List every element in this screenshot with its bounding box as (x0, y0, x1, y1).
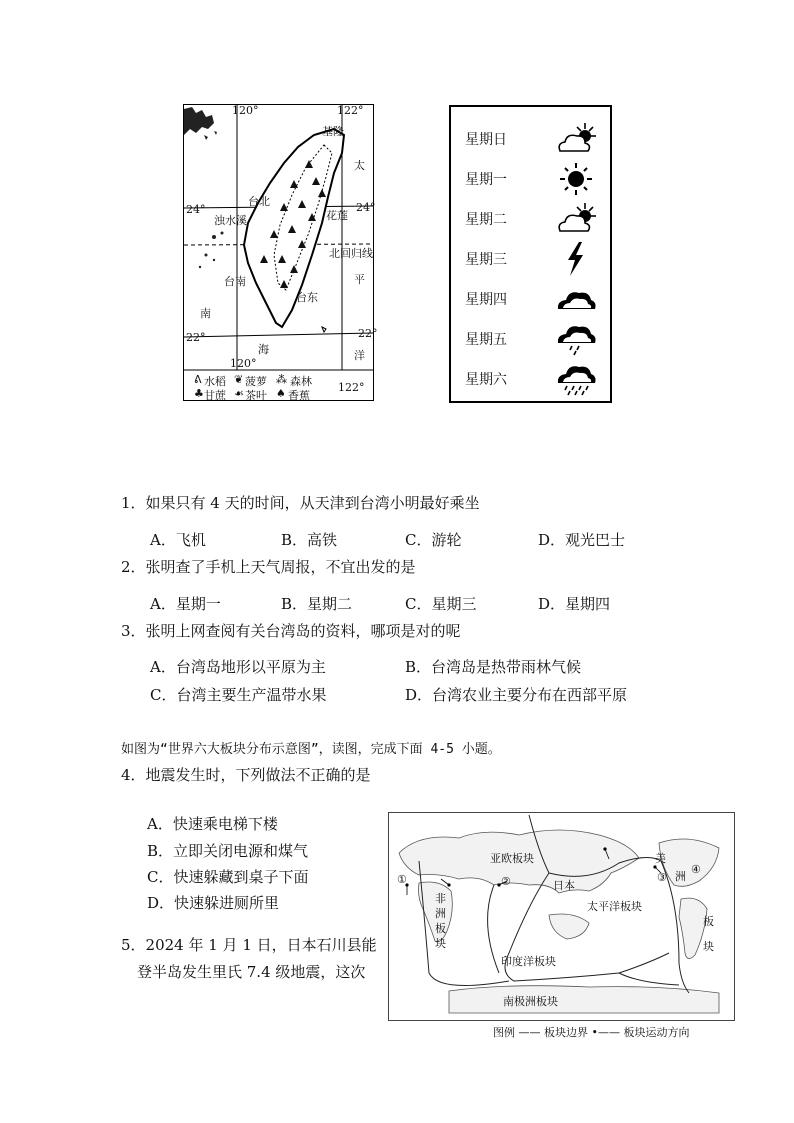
question-4-option-b[interactable]: B．立即关闭电源和煤气 (147, 842, 309, 860)
world-plates-map (388, 812, 735, 1021)
legend-sugarcane: 甘蔗 (204, 389, 226, 402)
banana-icon: ♠ (276, 387, 286, 400)
question-4-stem: 4．地震发生时，下列做法不正确的是 (121, 766, 371, 784)
african-plate-label-3: 板 (435, 922, 446, 935)
cloud-sun-icon (555, 121, 597, 157)
zhuoshui-label: 浊水溪 (214, 214, 247, 227)
tainan-label: 台南 (224, 275, 246, 288)
question-1-option-b[interactable]: B．高铁 (281, 531, 338, 549)
question-3-stem: 3．张明上网查阅有关台湾岛的资料，哪项是对的呢 (121, 622, 461, 640)
lon-120-top-label: 120° (232, 104, 259, 117)
question-3-option-a[interactable]: A．台湾岛地形以平原为主 (150, 658, 326, 676)
question-2-option-a[interactable]: A．星期一 (150, 595, 221, 613)
section-intro: 如图为“世界六大板块分布示意图”，读图，完成下面 4-5 小题。 (121, 742, 501, 757)
legend-pineapple: 菠萝 (245, 375, 267, 388)
forest-icon: ⁂ (276, 373, 287, 386)
sugarcane-icon: ♣ (194, 387, 204, 400)
americas-plate-label-1: 美 (655, 852, 666, 865)
question-3-option-b[interactable]: B．台湾岛是热带雨林气候 (405, 658, 582, 676)
lat-22-left-label: 22° (186, 331, 206, 344)
cloud-icon (555, 281, 597, 317)
question-5-line-1: 5．2024 年 1 月 1 日，日本石川县能 (121, 936, 377, 954)
lon-120-bottom-label: 120° (230, 357, 257, 370)
question-2-option-c[interactable]: C．星期三 (405, 595, 477, 613)
americas-plate-label-4: 块 (703, 940, 714, 953)
rice-icon: ᕕ (194, 373, 202, 386)
marker-2: ② (501, 875, 511, 888)
americas-plate-label-3: 板 (703, 915, 714, 928)
question-1-stem: 1．如果只有 4 天的时间，从天津到台湾小明最好乘坐 (121, 494, 480, 512)
legend-tea: 茶叶 (245, 389, 267, 402)
legend-banana: 香蕉 (288, 389, 310, 402)
question-3-option-d[interactable]: D．台湾农业主要分布在西部平原 (405, 686, 628, 704)
light-rain-icon (555, 321, 597, 357)
question-5-line-2: 登半岛发生里氏 7.4 级地震，这次 (137, 963, 366, 981)
weather-row-monday (451, 159, 610, 199)
weather-row-thursday (451, 279, 610, 319)
weekly-weather-forecast (449, 105, 612, 403)
weather-row-tuesday (451, 199, 610, 239)
weather-day-label: 星期三 (465, 252, 507, 268)
americas-plate-label-2: 洲 (675, 870, 686, 883)
pacific-label-3: 洋 (354, 349, 365, 362)
question-1-option-c[interactable]: C．游轮 (405, 531, 462, 549)
african-plate-label-2: 洲 (435, 907, 446, 920)
eurasian-plate-label: 亚欧板块 (490, 852, 534, 865)
weather-row-saturday (451, 359, 610, 399)
japan-label: 日本 (553, 879, 575, 892)
weather-row-friday (451, 319, 610, 359)
weather-day-label: 星期五 (465, 332, 507, 348)
heavy-rain-icon (555, 361, 597, 397)
african-plate-label-1: 非 (435, 892, 446, 905)
weather-day-label: 星期六 (465, 372, 507, 388)
antarctic-plate-label: 南极洲板块 (503, 995, 558, 1008)
cloud-sun-icon (555, 201, 597, 237)
african-plate-label-4: 块 (435, 937, 446, 950)
taipei-label: 台北 (248, 195, 270, 208)
lon-122-bottom-label: 122° (338, 381, 365, 394)
question-4-option-a[interactable]: A．快速乘电梯下楼 (147, 815, 278, 833)
keelung-label: 基隆 (322, 125, 344, 138)
tropic-label: 北回归线 (329, 247, 373, 260)
legend-forest: 森林 (290, 375, 312, 388)
lat-22-right-label: 22° (358, 327, 378, 340)
pacific-label-2: 平 (354, 273, 365, 286)
weather-day-label: 星期一 (465, 172, 507, 188)
pineapple-icon: ❦ (234, 373, 244, 386)
weather-day-label: 星期二 (465, 212, 507, 228)
marker-4: ④ (691, 863, 701, 876)
tea-icon: ☙ (234, 387, 244, 400)
lat-24-right-label: 24° (356, 201, 376, 214)
marker-1: ① (397, 873, 407, 886)
hualien-label: 花莲 (326, 209, 348, 222)
sun-icon (555, 161, 597, 197)
lon-122-top-label: 122° (337, 104, 364, 117)
weather-row-sunday (451, 119, 610, 159)
taitung-label: 台东 (296, 291, 318, 304)
question-4-option-d[interactable]: D．快速躲进厕所里 (147, 894, 280, 912)
weather-row-wednesday (451, 239, 610, 279)
pacific-label-1: 太 (354, 159, 365, 172)
legend-rice: 水稻 (204, 375, 226, 388)
sea-south-label-1: 南 (200, 307, 211, 320)
question-3-option-c[interactable]: C．台湾主要生产温带水果 (150, 686, 327, 704)
question-4-option-c[interactable]: C．快速躲藏到桌子下面 (147, 868, 309, 886)
sea-south-label-2: 海 (258, 343, 269, 356)
question-1-option-d[interactable]: D．观光巴士 (538, 531, 626, 549)
lightning-icon (555, 241, 597, 277)
lat-24-left-label: 24° (186, 203, 206, 216)
marker-3: ③ (657, 871, 667, 884)
indian-plate-label: 印度洋板块 (501, 955, 556, 968)
weather-day-label: 星期日 (465, 132, 507, 148)
pacific-plate-label: 太平洋板块 (587, 900, 642, 913)
weather-day-label: 星期四 (465, 292, 507, 308)
taiwan-agriculture-map (183, 104, 378, 402)
plate-map-legend: 图例 —— 板块边界 •—— 板块运动方向 (493, 1026, 690, 1039)
question-2-stem: 2．张明查了手机上天气周报，不宜出发的是 (121, 558, 416, 576)
question-2-option-d[interactable]: D．星期四 (538, 595, 611, 613)
question-2-option-b[interactable]: B．星期二 (281, 595, 353, 613)
question-1-option-a[interactable]: A．飞机 (150, 531, 206, 549)
